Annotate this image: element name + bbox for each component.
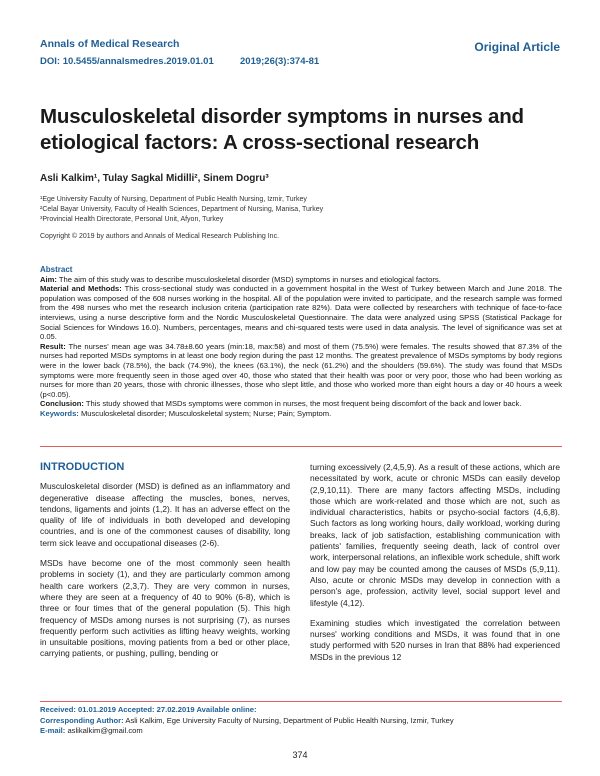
abstract-results xyxy=(40,342,562,400)
copyright: Copyright © 2019 by authors and Annals of Medical Research Publishing Inc. xyxy=(40,233,280,240)
footer xyxy=(40,705,454,737)
keywords-text: Musculoskeletal disorder; Musculoskeletal system; Nurse; Pain; Symptom. xyxy=(80,408,332,418)
doi-row xyxy=(40,56,320,67)
email-link[interactable]: aslikalkim@gmail.com xyxy=(67,726,143,735)
email-row xyxy=(40,726,454,737)
affiliation-2: ²Celal Bayar University, Faculty of Health Sciences, Department of Nursing, Manisa, Turkey xyxy=(40,206,324,213)
results-label: Result: xyxy=(40,341,66,351)
affiliations xyxy=(40,195,323,225)
journal-name: Annals of Medical Research xyxy=(40,38,180,50)
citation: 2019;26(3):374-81 xyxy=(240,56,320,67)
abstract-divider xyxy=(40,446,562,447)
intro-paragraph-3: turning excessively (2,4,5,9). As a result of these actions, which are necessitated by work, acute or chronic MSDs can easily develop (2,9,10,11). There are many factors affecting MSDs, including those which are work-related and those which are not, such as individual characteristics, habits or psycho-social factors (4,6,8). Such factors as long working hours, daily workload, working during breaks, lack of job satisfaction, establishing communication with patients' families, frequently seeing death, lack of control over work, interpersonal relations, an inflexible work schedule, shift work and low pay may be counted among the causes of MSDs (5,9,11). Also, acute or chronic MSDs may develop in connection with a person's age, profession, activity level, social support level and lifestyle (4,12). xyxy=(310,462,560,608)
right-column xyxy=(310,462,560,672)
article-dates: Received: 01.01.2019 Accepted: 27.02.2019 Available online: xyxy=(40,705,257,714)
abstract-methods xyxy=(40,284,562,342)
abstract-conclusion xyxy=(40,399,562,409)
abstract xyxy=(40,265,562,419)
conclusion-text: This study showed that MSDs symptoms were common in nurses, the most frequent being discomfort of the back and lower back. xyxy=(85,399,522,409)
methods-label: Material and Methods: xyxy=(40,284,122,294)
left-column xyxy=(40,462,290,669)
email-label: E-mail: xyxy=(40,726,66,735)
methods-text: This cross-sectional study was conducted in a government hospital in the West of Turkey between March and June 2018. The population was composed of the 608 nurses working in the hospital. All of the population were invited to participate, and the research sample was formed from the 498 nurses who met the research inclusion criteria (participation rate 82%). Data were collected by researchers with technique of face-to-face interviews, using a nurse descriptive form and the Nordic Musculoskeletal Questionnaire. The data were analyzed using SPSS (Statistical Package for Social Sciences for Windows 16.0). Numbers, percentages, means and chi-squared tests were used in data analysis. The level of significance was set at 0.05. xyxy=(40,284,562,342)
corresponding-label: Corresponding Author: xyxy=(40,715,124,725)
intro-paragraph-2: MSDs have become one of the most commonly seen health problems in society (1), and they are particularly common among health care workers (2,3,7). They are very common in nurses, where they are seen at a frequency of 40 to 90% (6-8), which is three or four times that of the general population (5). This high frequency of MSDs among nurses is not surprising (7), as nurses frequently perform such activities as lifting heavy weights, working in unsuitable positions, moving patients from a bed or other place, carrying patients, or pushing, pulling, bending or xyxy=(40,558,290,659)
article-type: Original Article xyxy=(474,40,560,54)
affiliation-1: ¹Ege University Faculty of Nursing, Department of Public Health Nursing, Izmir, Turkey xyxy=(40,196,307,203)
abstract-keywords xyxy=(40,409,562,419)
intro-paragraph-4: Examining studies which investigated the correlation between nurses' working conditions and MSDs, it was found that in one study performed with 520 nurses in Iran that 88% had experienced MSDs in the previous 12 xyxy=(310,617,560,662)
introduction-heading: INTRODUCTION xyxy=(40,461,125,473)
abstract-heading: Abstract xyxy=(40,265,73,274)
corresponding-author xyxy=(40,716,454,727)
intro-paragraph-1: Musculoskeletal disorder (MSD) is defined as an inflammatory and degenerative disease affecting the muscles, bones, nerves, tendons, ligaments and joints (1,2). It has an adverse effect on the quality of life of individuals in both developed and developing countries, and is one of the commonest causes of disability, long term sick leave and occupational diseases (2-6). xyxy=(40,481,290,548)
paper-title: Musculoskeletal disorder symptoms in nurses and etiological factors: A cross-sectional research xyxy=(40,105,524,154)
affiliation-3: ³Provincial Health Directorate, Personal Unit, Afyon, Turkey xyxy=(40,216,224,223)
abstract-aim xyxy=(40,275,562,285)
doi[interactable]: DOI: 10.5455/annalsmedres.2019.01.01 xyxy=(40,56,214,67)
corresponding-text: Asli Kalkim, Ege University Faculty of Nursing, Department of Public Health Nursing, Izmir, Turkey xyxy=(125,715,454,725)
footer-divider xyxy=(40,701,562,702)
results-text: The nurses' mean age was 34.78±8.60 years (min:18, max:58) and most of them (75.5%) were females. The results showed that 87.3% of the nurses had reported MSDs symptoms in at least one body region during the past 12 months. The greatest prevalence of MSDs symptoms by body regions were in the lower back (78.5%), the back (74.9%), the knees (63.1%), the neck (61.2%) and the shoulders (59.6%). The study was found that MSDs symptoms were more frequently seen in those aged over 40, those who stated that their health was poor or very poor, those who had been working as nurses for more than 20 years, those with chronic illnesses, those who slept little, and those who worked more than eight hours a day or 40 hours a week (p<0.05). xyxy=(40,341,562,399)
conclusion-label: Conclusion: xyxy=(40,399,84,409)
authors: Asli Kalkim¹, Tulay Sagkal Midilli², Sinem Dogru³ xyxy=(40,173,269,184)
page-number: 374 xyxy=(292,750,308,760)
keywords-label: Keywords: xyxy=(40,408,79,418)
aim-text: The aim of this study was to describe musculoskeletal disorder (MSD) symptoms in nurses and etiological factors. xyxy=(58,274,441,284)
aim-label: Aim: xyxy=(40,274,57,284)
